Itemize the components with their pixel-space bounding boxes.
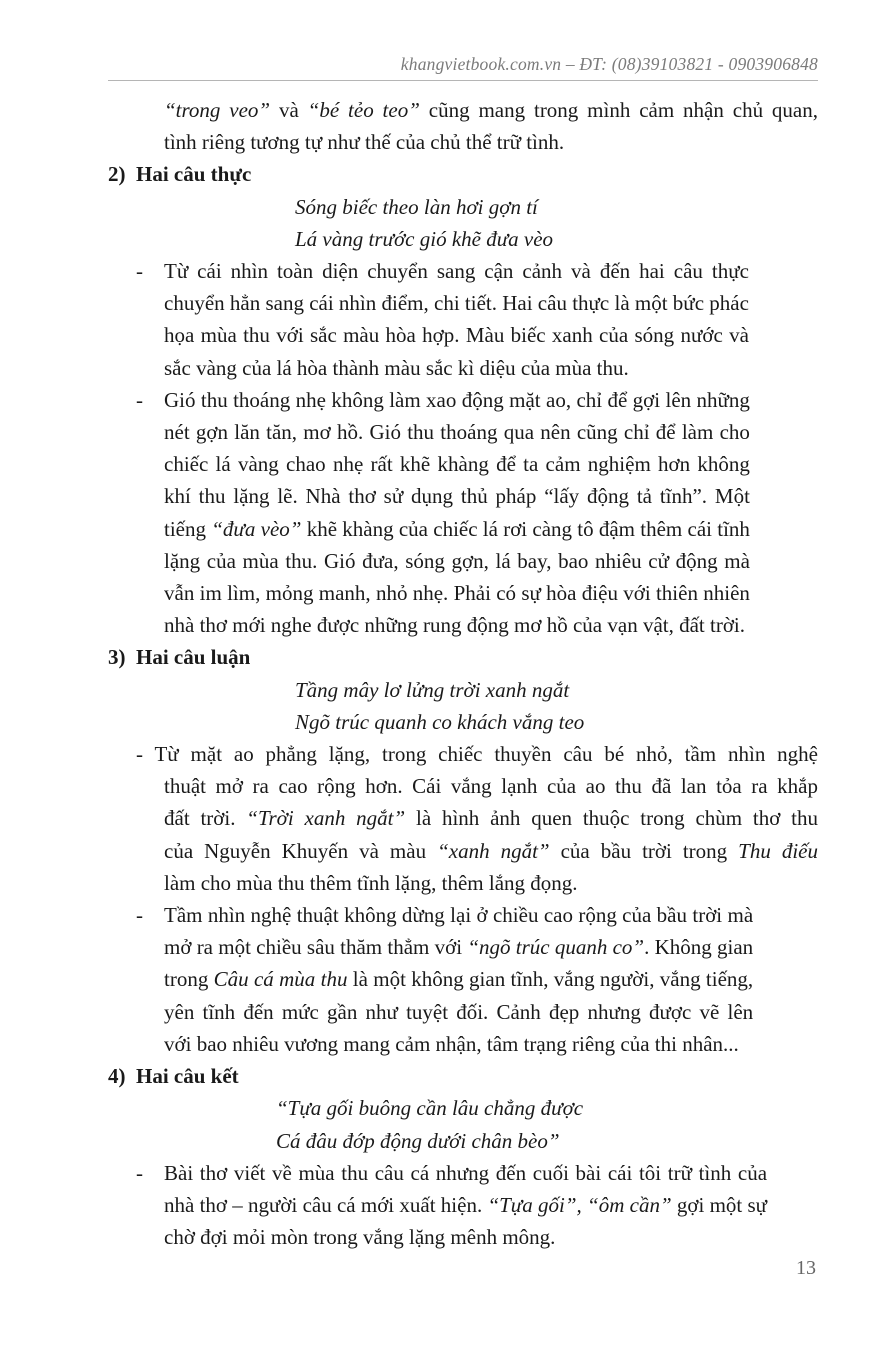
text-line: nét gợn lăn tăn, mơ hồ. Gió thu thoáng qua nên cũng chỉ để làm cho — [164, 420, 750, 445]
verse-line: Ngõ trúc quanh co khách vắng teo — [295, 709, 585, 734]
bullet-dash: - — [136, 1160, 143, 1185]
bullet-dash: - — [136, 259, 143, 284]
section-heading: 3) Hai câu luận — [108, 645, 251, 670]
text-line: chờ đợi mỏi mòn trong vắng lặng mênh mông. — [164, 1225, 556, 1250]
text-line: vẫn im lìm, mỏng manh, nhỏ nhẹ. Phải có sự hòa điệu với thiên nhiên — [164, 581, 750, 606]
text-line: với bao nhiêu vương mang cảm nhận, tâm trạng riêng của thi nhân... — [164, 1031, 739, 1056]
text-line: Bài thơ viết về mùa thu câu cá nhưng đến cuối bài cái tôi trữ tình của — [164, 1160, 768, 1185]
bullet-paragraph — [108, 255, 818, 384]
text-line: Tầm nhìn nghệ thuật không dừng lại ở chiều cao rộng của bầu trời mà — [164, 903, 754, 928]
text-line: nhà thơ mới nghe được những rung động mơ hồ của vạn vật, đất trời. — [164, 613, 746, 638]
bullet-paragraph — [108, 1157, 818, 1254]
section-heading: 4) Hai câu kết — [108, 1064, 239, 1089]
text-line: đất trời. “Trời xanh ngắt” là hình ảnh quen thuộc trong chùm thơ thu — [164, 806, 818, 831]
text-line: sắc vàng của lá hòa thành màu sắc kì diệu của mùa thu. — [164, 355, 629, 380]
text-line: nhà thơ – người câu cá mới xuất hiện. “Tựa gối”, “ôm cần” gợi một sự — [164, 1192, 768, 1217]
text-line: mở ra một chiều sâu thăm thẳm với “ngõ trúc quanh co”. Không gian — [164, 935, 754, 960]
bullet-dash: - — [136, 903, 143, 928]
page-number: 13 — [796, 1257, 816, 1279]
text-line: của Nguyễn Khuyến và màu “xanh ngắt” của bầu trời trong Thu điếu — [164, 838, 819, 863]
text-line: “trong veo” và “bé tẻo teo” cũng mang trong mình cảm nhận chủ quan, — [164, 98, 819, 122]
page-content — [108, 94, 818, 1253]
text-line: chuyển hẳn sang cái nhìn điểm, chi tiết. Hai câu thực là một bức phác — [164, 291, 749, 316]
header-rule — [108, 80, 818, 81]
text-line: thuật mở ra cao rộng hơn. Cái vắng lạnh của ao thu đã lan tỏa ra khắp — [164, 774, 818, 799]
verse-line: Cá đâu đớp động dưới chân bèo” — [276, 1128, 560, 1153]
text-line: làm cho mùa thu thêm tĩnh lặng, thêm lắng đọng. — [164, 870, 578, 895]
verse-line: Lá vàng trước gió khẽ đưa vèo — [295, 226, 554, 251]
text-line: trong Câu cá mùa thu là một không gian tĩnh, vắng người, vắng tiếng, — [164, 967, 754, 992]
verse-line: “Tựa gối buông cần lâu chẳng được — [276, 1096, 584, 1121]
bullet-paragraph — [108, 738, 818, 899]
text-line: lặng của mùa thu. Gió đưa, sóng gợn, lá bay, bao nhiêu cử động mà — [164, 548, 750, 573]
verse-line: Tầng mây lơ lửng trời xanh ngắt — [295, 677, 570, 702]
text-line: tiếng “đưa vèo” khẽ khàng của chiếc lá rơi càng tô đậm thêm cái tĩnh — [164, 516, 750, 541]
bullet-dash: - — [136, 387, 143, 412]
page-header: khangvietbook.com.vn – ĐT: (08)39103821 - 0903906848 — [400, 54, 818, 74]
text-line: họa mùa thu với sắc màu hòa hợp. Màu biếc xanh của sóng nước và — [164, 323, 749, 348]
text-line: tình riêng tương tự như thế của chủ thể trữ tình. — [164, 130, 565, 155]
text-line: yên tĩnh đến mức gần như tuyệt đối. Cảnh đẹp nhưng được vẽ lên — [164, 999, 754, 1024]
bullet-paragraph — [108, 384, 818, 642]
section-heading: 2) Hai câu thực — [108, 162, 252, 187]
bullet-paragraph — [108, 899, 818, 1060]
text-line: Từ cái nhìn toàn diện chuyển sang cận cảnh và đến hai câu thực — [164, 259, 749, 284]
verse-line: Sóng biếc theo làn hơi gợn tí — [295, 194, 538, 219]
text-line: khí thu lặng lẽ. Nhà thơ sử dụng thủ pháp “lấy động tả tĩnh”. Một — [164, 484, 750, 509]
text-line: - Từ mặt ao phẳng lặng, trong chiếc thuyền câu bé nhỏ, tầm nhìn nghệ — [136, 742, 818, 767]
text-line: chiếc lá vàng chao nhẹ rất khẽ khàng để ta cảm nghiệm hơn không — [164, 452, 750, 477]
text-line: Gió thu thoáng nhẹ không làm xao động mặt ao, chỉ để gợi lên những — [164, 387, 750, 412]
